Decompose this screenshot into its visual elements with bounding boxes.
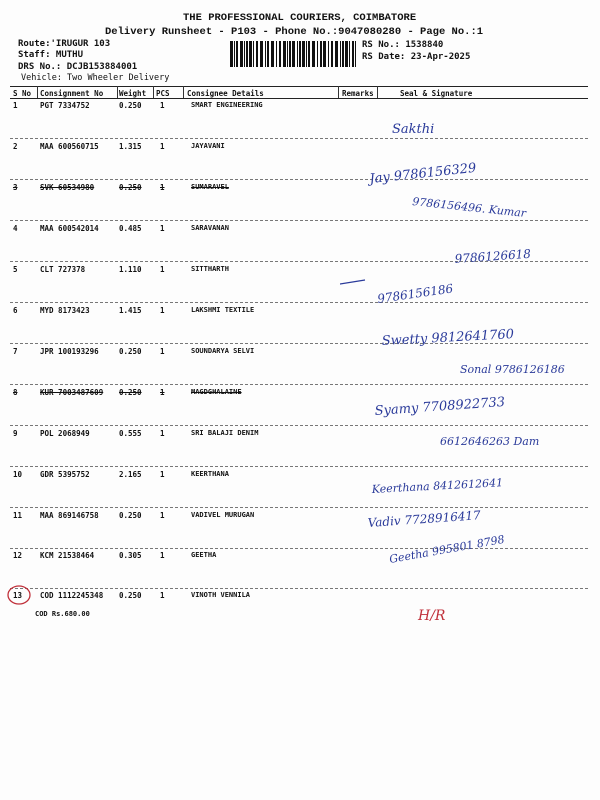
row-weight: 1.415 [119, 306, 142, 315]
row-consignee: SUMARAVEL [191, 183, 229, 191]
col-consignee: Consignee Details [187, 89, 264, 98]
row-weight: 0.250 [119, 101, 142, 110]
col-weight: Weight [119, 89, 147, 98]
signature-row-12: Geetha 995801 8798 [388, 532, 506, 566]
row-pcs: 1 [160, 551, 165, 560]
cod-amount: COD Rs.680.00 [35, 610, 90, 618]
row-sno: 1 [13, 101, 18, 110]
route-label: Route:'IRUGUR 103 [18, 39, 111, 49]
row-pcs: 1 [160, 511, 165, 520]
signature-row-1: Sakthi [392, 122, 435, 137]
row-consignee: JAYAVANI [191, 142, 225, 150]
row-weight: 0.250 [119, 347, 142, 356]
row-consignee: KEERTHANA [191, 470, 229, 478]
row-pcs: 1 [160, 591, 165, 600]
row-sno: 6 [13, 306, 18, 315]
row-pcs: 1 [160, 101, 165, 110]
signature-row-3: 9786156496. Kumar [411, 195, 527, 220]
row-weight: 0.555 [119, 429, 142, 438]
row-consignee: GEETHA [191, 551, 217, 559]
row-pcs: 1 [160, 183, 165, 192]
row-pcs: 1 [160, 306, 165, 315]
row-pcs: 1 [160, 470, 165, 479]
row-pcs: 1 [160, 347, 165, 356]
row-pcs: 1 [160, 429, 165, 438]
row-consignment: SVK 60534980 [40, 183, 95, 192]
row-weight: 0.250 [119, 511, 142, 520]
row-consignment: KUR 7003487609 [40, 388, 104, 397]
row-weight: 1.315 [119, 142, 142, 151]
barcode-image [230, 41, 356, 67]
row-sno: 11 [13, 511, 23, 520]
row-consignee: SITTHARTH [191, 265, 229, 273]
signature-row-5: 9786156186 [376, 281, 455, 306]
row-consignee: SMART ENGINEERING [191, 101, 263, 109]
rs-date: RS Date: 23-Apr-2025 [362, 52, 471, 62]
row-weight: 1.110 [119, 265, 142, 274]
signature-row-4: 9786126618 [454, 246, 532, 266]
row-consignment: GDR 5395752 [40, 470, 90, 479]
row-consignment: JPR 100193296 [40, 347, 99, 356]
row-weight: 0.305 [119, 551, 142, 560]
row-sno: 13 [13, 591, 23, 600]
col-consignment: Consignment No [40, 89, 104, 98]
drs-number: DRS No.: DCJB153884001 [18, 62, 138, 72]
row-sno: 2 [13, 142, 18, 151]
signature-row-6: Swetty 9812641760 [381, 327, 515, 349]
row-consignee: VINOTH VENNILA [191, 591, 251, 599]
row-consignee: SOUNDARYA SELVI [191, 347, 255, 355]
row-sno: 7 [13, 347, 18, 356]
row-pcs: 1 [160, 224, 165, 233]
row-consignment: CLT 727378 [40, 265, 86, 274]
signature-row-2: Jay 9786156329 [368, 160, 477, 187]
row-pcs: 1 [160, 388, 165, 397]
signature-row-11: Vadiv 7728916417 [367, 508, 482, 530]
red-circle-mark [6, 584, 32, 606]
row-consignment: MAA 600542014 [40, 224, 99, 233]
row-weight: 0.250 [119, 388, 142, 397]
row-weight: 2.165 [119, 470, 142, 479]
row-consignee: SARAVANAN [191, 224, 229, 232]
col-pcs: PCS [156, 89, 170, 98]
row-consignment: COD 1112245348 [40, 591, 104, 600]
signature-row-13: H/R [418, 608, 446, 624]
row-consignee: LAKSHMI TEXTILE [191, 306, 255, 314]
row-consignee: VADIVEL MURUGAN [191, 511, 255, 519]
signature-row-8: Syamy 7708922733 [374, 394, 506, 419]
row-sno: 3 [13, 183, 18, 192]
row-weight: 0.250 [119, 591, 142, 600]
row-sno: 12 [13, 551, 23, 560]
rs-number: RS No.: 1538840 [362, 40, 444, 50]
row-consignment: MAA 600560715 [40, 142, 99, 151]
row-weight: 0.250 [119, 183, 142, 192]
signature-row-7: Sonal 9786126186 [460, 363, 565, 376]
signature-row-9: 6612646263 Dam [440, 435, 540, 448]
row-sno: 10 [13, 470, 23, 479]
row-consignment: PGT 7334752 [40, 101, 90, 110]
row-weight: 0.485 [119, 224, 142, 233]
row-consignee: SRI BALAJI DENIM [191, 429, 259, 437]
staff-label: Staff: MUTHU [18, 50, 84, 60]
row-sno: 8 [13, 388, 18, 397]
row-consignee: MAGDGHALAINE [191, 388, 242, 396]
row-pcs: 1 [160, 265, 165, 274]
row-consignment: KCM 21538464 [40, 551, 95, 560]
vehicle-label: Vehicle: Two Wheeler Delivery [21, 73, 170, 83]
row-sno: 5 [13, 265, 18, 274]
row-consignment: POL 2068949 [40, 429, 90, 438]
row-sno: 4 [13, 224, 18, 233]
col-remarks: Remarks [342, 89, 374, 98]
row-pcs: 1 [160, 142, 165, 151]
runsheet-title: Delivery Runsheet - P103 - Phone No.:9047080280 - Page No.:1 [105, 26, 484, 38]
row-sno: 9 [13, 429, 18, 438]
col-seal-signature: Seal & Signature [400, 89, 473, 98]
row-consignment: MAA 869146758 [40, 511, 99, 520]
col-sno: S No [13, 89, 32, 98]
signature-row-10: Keerthana 8412612641 [371, 476, 504, 496]
company-title: THE PROFESSIONAL COURIERS, COIMBATORE [183, 12, 417, 24]
row-consignment: MYD 8173423 [40, 306, 90, 315]
signature-area [340, 95, 595, 635]
